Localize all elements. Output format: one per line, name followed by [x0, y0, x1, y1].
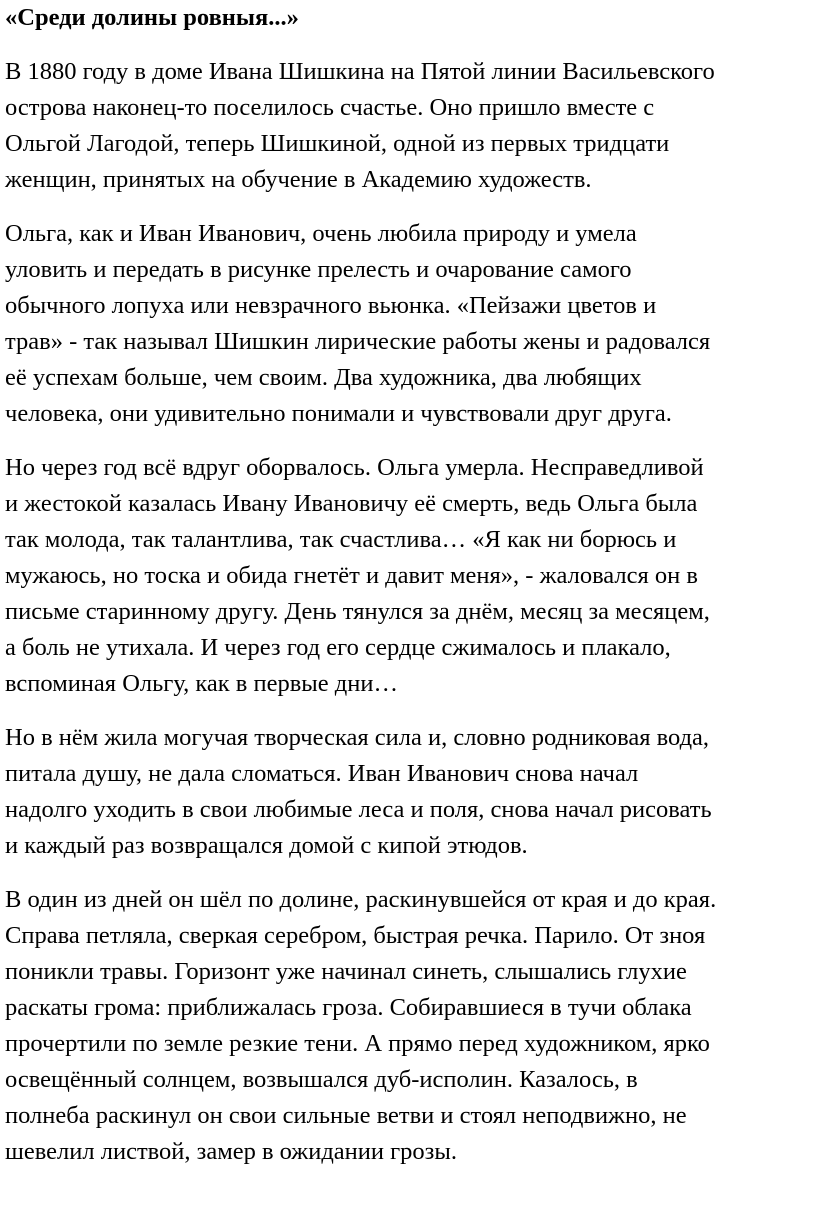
paragraph-4	[5, 720, 816, 864]
text-line: и каждый раз возвращался домой с кипой этюдов.	[5, 832, 528, 859]
text-line: поникли травы. Горизонт уже начинал синеть, слышались глухие	[5, 958, 687, 985]
text-line: женщин, принятых на обучение в Академию художеств.	[5, 166, 592, 193]
document-title: «Среди долины ровныя...»	[5, 4, 299, 31]
text-line: Ольга, как и Иван Иванович, очень любила природу и умела	[5, 220, 637, 247]
paragraph-2	[5, 216, 816, 432]
text-line: Справа петляла, сверкая серебром, быстрая речка. Парило. От зноя	[5, 922, 706, 949]
paragraph-1	[5, 54, 816, 198]
text-line: полнеба раскинул он свои сильные ветви и стоял неподвижно, не	[5, 1102, 687, 1129]
text-line: Ольгой Лагодой, теперь Шишкиной, одной из первых тридцати	[5, 130, 670, 157]
text-line: прочертили по земле резкие тени. А прямо перед художником, ярко	[5, 1030, 710, 1057]
text-line: так молода, так талантлива, так счастлива… «Я как ни борюсь и	[5, 526, 677, 553]
text-line: мужаюсь, но тоска и обида гнетёт и давит меня», - жаловался он в	[5, 562, 698, 589]
text-line: питала душу, не дала сломаться. Иван Иванович снова начал	[5, 760, 639, 787]
text-line: письме старинному другу. День тянулся за днём, месяц за месяцем,	[5, 598, 710, 625]
text-line: Но через год всё вдруг оборвалось. Ольга умерла. Несправедливой	[5, 454, 704, 481]
paragraph-3	[5, 450, 816, 702]
document-page	[5, 0, 816, 1170]
text-line: шевелил листвой, замер в ожидании грозы.	[5, 1138, 457, 1165]
text-line: её успехам больше, чем своим. Два художника, два любящих	[5, 364, 642, 391]
text-line: освещённый солнцем, возвышался дуб-исполин. Казалось, в	[5, 1066, 638, 1093]
text-line: надолго уходить в свои любимые леса и поля, снова начал рисовать	[5, 796, 712, 823]
text-line: а боль не утихала. И через год его сердце сжималось и плакало,	[5, 634, 671, 661]
text-line: В 1880 году в доме Ивана Шишкина на Пятой линии Васильевского	[5, 58, 715, 85]
paragraph-5	[5, 882, 816, 1170]
text-line: острова наконец-то поселилось счастье. Оно пришло вместе с	[5, 94, 655, 121]
text-line: уловить и передать в рисунке прелесть и очарование самого	[5, 256, 632, 283]
text-line: Но в нём жила могучая творческая сила и, словно родниковая вода,	[5, 724, 710, 751]
text-line: обычного лопуха или невзрачного вьюнка. «Пейзажи цветов и	[5, 292, 657, 319]
text-line: раскаты грома: приближалась гроза. Собиравшиеся в тучи облака	[5, 994, 692, 1021]
text-line: трав» - так называл Шишкин лирические работы жены и радовался	[5, 328, 711, 355]
text-line: человека, они удивительно понимали и чувствовали друг друга.	[5, 400, 672, 427]
text-line: и жестокой казалась Ивану Ивановичу её смерть, ведь Ольга была	[5, 490, 698, 517]
text-line: В один из дней он шёл по долине, раскинувшейся от края и до края.	[5, 886, 717, 913]
text-line: вспоминая Ольгу, как в первые дни…	[5, 670, 398, 697]
